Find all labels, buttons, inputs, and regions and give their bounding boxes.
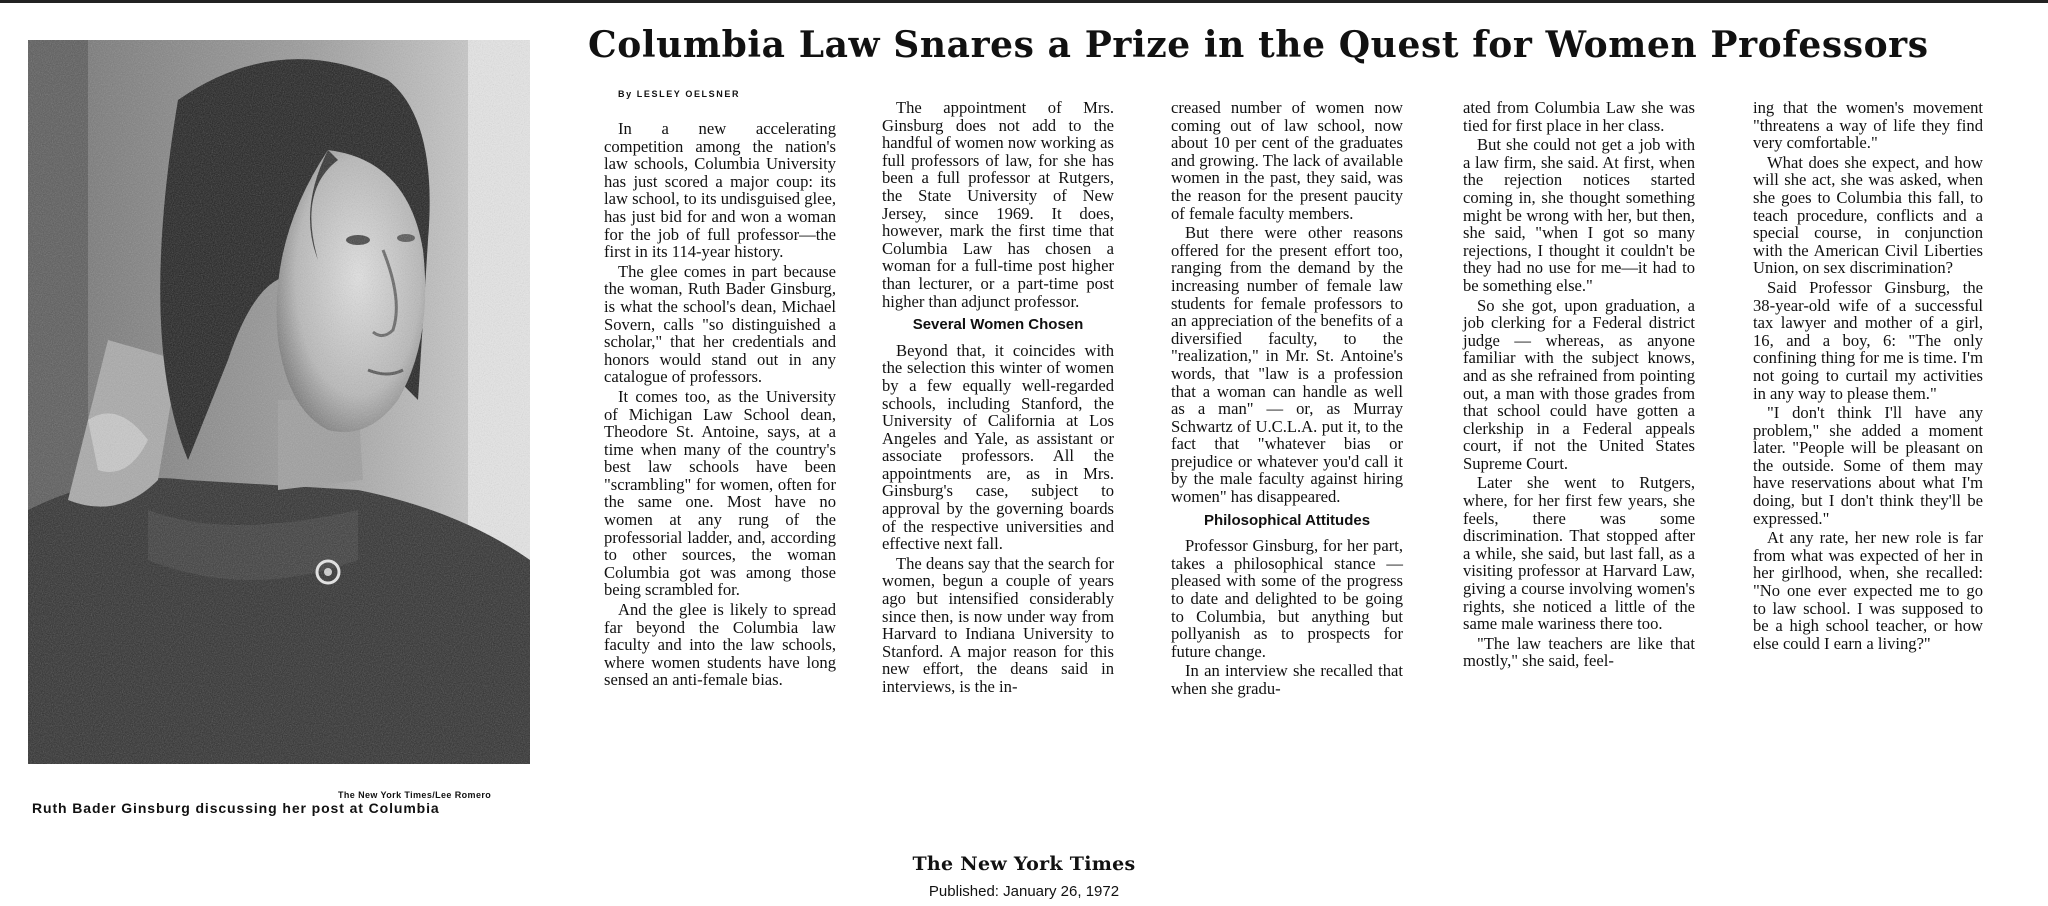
section-subhead: Several Women Chosen [912,316,1084,334]
paragraph: The glee comes in part because the woman, Ruth Bader Ginsburg, is what the school's dean, Michael Sovern, calls "so distinguished a scholar," that her credentials and honors would stand out in any catalogue of professors. [604,261,836,387]
paragraph: So she got, upon graduation, a job clerking for a Federal district judge — whereas, as anyone familiar with the subject knows, and as she refrained from pointing out, a man with those grades from that school could have gotten a clerkship in a Federal appeals court, if not the United States Supreme Court. [1463,295,1695,473]
paragraph: In a new accelerating competition among the nation's law schools, Columbia University has just scored a major coup: its law school, to its undisguised glee, has just bid for and won a woman for the job of full professor—the first in its 114-year history. [604,119,836,262]
paragraph: Said Professor Ginsburg, the 38-year-old wife of a successful tax lawyer and mother of a girl, 16, and a boy, 6: "The only confining thing for me is time. I'm not going to curtail my activities in any way to please them." [1753,277,1983,403]
paragraph-continued: creased number of women now coming out of law school, now about 10 per cent of the graduates and growing. The lack of available women in the past, they said, was the reason for the present paucity of female faculty members. [1171,98,1403,223]
paragraph-continued: ated from Columbia Law she was tied for first place in her class. [1463,98,1695,135]
top-rule [0,0,2048,3]
article-photo [28,40,530,764]
article-column-3 [1171,99,1403,698]
published-date: Published: January 26, 1972 [928,883,1120,900]
photo-credit: The New York Times/Lee Romero [338,790,492,800]
paragraph: The appointment of Mrs. Ginsburg does not add to the handful of women now working as full professors of law, for she has been a full professor at Rutgers, the State University of New Jersey, since 1969. It does, however, mark the first time that Columbia Law has chosen a woman for a full-time post higher than lecturer, or a part-time post higher than adjunct professor. [882,98,1114,311]
paragraph: In an interview she recalled that when she gradu- [1171,661,1403,698]
article-column-5 [1753,99,1983,652]
paragraph: Professor Ginsburg, for her part, takes a philosophical stance — pleased with some of the progress to date and delighted to be going to Columbia, but anything but pollyanish as to prospects for future change. [1171,536,1403,661]
paragraph: Beyond that, it coincides with the selection this winter of women by a few equally well-regarded schools, including Stanford, the University of California at Los Angeles and Yale, as assistant or associate professors. All the appointments are, as in Mrs. Ginsburg's case, subject to approval by the governing boards of the respective universities and effective next fall. [882,340,1114,554]
newspaper-masthead: The New York Times [912,853,1136,875]
article-headline: Columbia Law Snares a Prize in the Quest for Women Professors [588,24,1929,66]
article-column-1 [604,120,836,689]
paragraph-continued: ing that the women's movement "threatens a way of life they find very comfortable." [1753,98,1983,153]
article-column-4 [1463,99,1695,670]
section-subhead: Philosophical Attitudes [1203,511,1371,529]
paragraph: Later she went to Rutgers, where, for her first few years, she feels, there was some discrimination. That stopped after a while, she said, but last fall, as a visiting professor at Harvard Law, giving a course involving women's rights, she noticed a little of the same male wariness there too. [1463,473,1695,634]
paragraph: "I don't think I'll have any problem," she added a moment later. "People will be pleasant on the outside. Some of them may have reservations about what I'm doing, but I don't think they'll be expressed." [1753,403,1983,528]
portrait-illustration [28,40,530,764]
paragraph: And the glee is likely to spread far beyond the Columbia law faculty and into the law schools, where women students have long sensed an anti-female bias. [604,600,836,690]
paragraph: "The law teachers are like that mostly," she said, feel- [1463,633,1695,671]
paragraph: At any rate, her new role is far from what was expected of her in her girlhood, when, she recalled: "No one ever expected me to go to law school. I was supposed to be a high school teacher, or how else could I earn a living?" [1753,528,1983,653]
photo-caption: Ruth Bader Ginsburg discussing her post at Columbia [32,800,440,816]
article-column-2 [882,99,1114,696]
byline: By LESLEY OELSNER [618,89,741,99]
paragraph: But she could not get a job with a law firm, she said. At first, when the rejection notices started coming in, she thought something might be wrong with her, but then, she said, "when I got so many rejections, I thought it couldn't be they had no use for me—it had to be something else." [1463,135,1695,295]
paragraph: The deans say that the search for women, begun a couple of years ago but intensified considerably since then, is now under way from Harvard to Indiana University to Stanford. A major reason for this new effort, the deans said in interviews, is the in- [882,553,1114,696]
paragraph: But there were other reasons offered for the present effort too, ranging from the demand by the increasing number of female law students for female professors to an appreciation of the benefits of a diversified faculty, to the "realization," in Mr. St. Antoine's words, that "law is a profession that a woman can handle as well as a man" — or, as Murray Schwartz of U.C.L.A. put it, to the fact that "whatever bias or prejudice or whatever you'd call it by the male faculty against hiring women" has disappeared. [1171,223,1403,507]
paragraph: It comes too, as the University of Michigan Law School dean, Theodore St. Antoine, says, at a time when many of the country's best law schools have been "scrambling" for women, often for the same one. Most have no women at any rung of the professorial ladder, and, according to other sources, the woman Columbia got was among those being scrambled for. [604,386,836,600]
paragraph: What does she expect, and how will she act, she was asked, when she goes to Columbia this fall, to teach procedure, conflicts and a special course, in conjunction with the American Civil Liberties Union, on sex discrimination? [1753,152,1983,278]
